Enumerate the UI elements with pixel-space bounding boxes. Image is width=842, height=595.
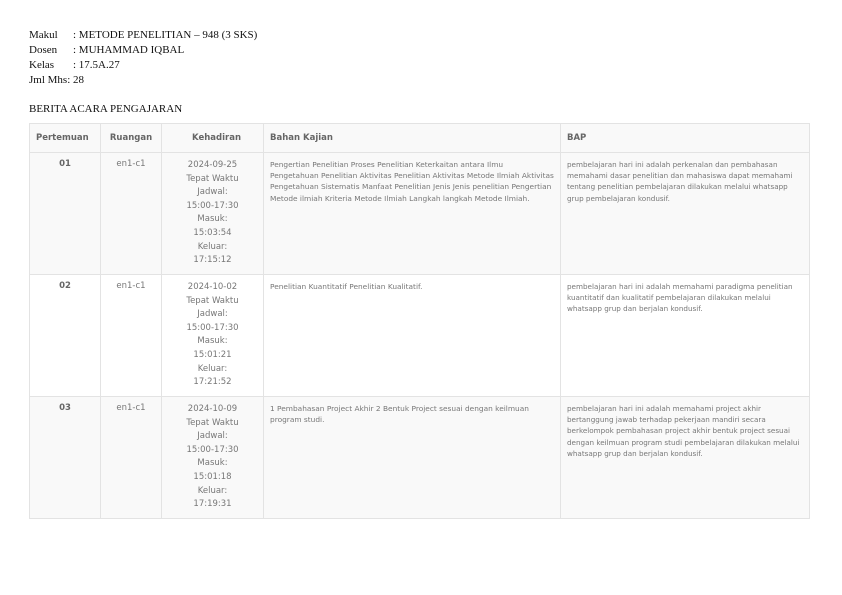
header-ruangan: Ruangan xyxy=(101,124,162,153)
keluar-label: Keluar: xyxy=(197,363,228,374)
course-info xyxy=(29,28,257,88)
ruangan-cell: en1-c1 xyxy=(101,397,162,519)
bahan-kajian-cell: 1 Pembahasan Project Akhir 2 Bentuk Project sesuai dengan keilmuan program studi. xyxy=(264,397,561,519)
dosen-label: Dosen xyxy=(29,44,58,56)
dosen-row xyxy=(29,43,257,58)
ruangan-cell: en1-c1 xyxy=(101,275,162,397)
attendance-date: 2024-09-25 xyxy=(187,160,238,170)
kelas-value: : 17.5A.27 xyxy=(73,59,120,71)
attendance-date: 2024-10-02 xyxy=(187,282,238,292)
makul-value: : METODE PENELITIAN – 948 (3 SKS) xyxy=(73,29,258,41)
jadwal-value: 15:00-17:30 xyxy=(186,322,239,333)
masuk-value: 15:03:54 xyxy=(193,227,232,238)
keluar-value: 17:19:31 xyxy=(193,499,232,510)
masuk-value: 15:01:21 xyxy=(193,349,232,360)
table-row xyxy=(30,275,810,397)
keluar-value: 17:21:52 xyxy=(193,377,232,388)
masuk-value: 15:01:18 xyxy=(193,471,232,482)
jadwal-value: 15:00-17:30 xyxy=(186,200,239,211)
jml-mhs-label: Jml Mhs xyxy=(29,74,68,86)
pertemuan-cell: 02 xyxy=(30,275,101,397)
kelas-label: Kelas xyxy=(29,59,55,71)
page-title: BERITA ACARA PENGAJARAN xyxy=(29,103,183,115)
header-kehadiran: Kehadiran xyxy=(162,124,264,153)
kelas-row xyxy=(29,58,257,73)
header-bap: BAP xyxy=(561,124,810,153)
masuk-label: Masuk: xyxy=(197,214,228,225)
pertemuan-cell: 03 xyxy=(30,397,101,519)
ruangan-cell: en1-c1 xyxy=(101,153,162,275)
bahan-kajian-cell: Penelitian Kuantitatif Penelitian Kualitatif. xyxy=(264,275,561,397)
attendance-status: Tepat Waktu xyxy=(186,417,239,428)
makul-label: Makul xyxy=(29,29,58,41)
attendance-date: 2024-10-09 xyxy=(187,404,238,414)
keluar-label: Keluar: xyxy=(197,485,228,496)
table-row xyxy=(30,153,810,275)
header-bahan-kajian: Bahan Kajian xyxy=(264,124,561,153)
masuk-label: Masuk: xyxy=(197,336,228,347)
pertemuan-cell: 01 xyxy=(30,153,101,275)
jadwal-label: Jadwal: xyxy=(197,431,228,442)
attendance-status: Tepat Waktu xyxy=(186,295,239,306)
jadwal-label: Jadwal: xyxy=(197,187,228,198)
keluar-value: 17:15:12 xyxy=(193,255,232,266)
jml-mhs-row xyxy=(29,73,257,88)
makul-row xyxy=(29,28,257,43)
bap-cell: pembelajaran hari ini adalah memahami paradigma penelitian kuantitatif dan kualitatif pembelajaran dilakukan melalui whatsapp grup dan berjalan kondusif. xyxy=(561,275,810,397)
masuk-label: Masuk: xyxy=(197,458,228,469)
kehadiran-cell xyxy=(162,153,264,275)
table-header-row xyxy=(30,124,810,153)
jadwal-label: Jadwal: xyxy=(197,309,228,320)
jadwal-value: 15:00-17:30 xyxy=(186,444,239,455)
bap-cell: pembelajaran hari ini adalah perkenalan dan pembahasan memahami dasar penelitian dan mahasiswa dapat memahami tentang penelitian pembelajaran dilakukan melalui whatsapp grup pembelajaran kondusif. xyxy=(561,153,810,275)
keluar-label: Keluar: xyxy=(197,241,228,252)
dosen-value: : MUHAMMAD IQBAL xyxy=(73,44,185,56)
attendance-status: Tepat Waktu xyxy=(186,173,239,184)
kehadiran-cell xyxy=(162,275,264,397)
header-pertemuan: Pertemuan xyxy=(30,124,101,153)
bap-table xyxy=(29,123,810,519)
bahan-kajian-cell: Pengertian Penelitian Proses Penelitian Keterkaitan antara Ilmu Pengetahuan Penelitian Aktivitas Penelitian Aktivitas Metode Ilmiah Aktivitas Pengetahuan Sistematis Manfaat Penelitian Jenis Jenis penelitian Pengertian Metode ilmiah Kriteria Metode Ilmiah Langkah langkah Metode Ilmiah. xyxy=(264,153,561,275)
kehadiran-cell xyxy=(162,397,264,519)
bap-cell: pembelajaran hari ini adalah memahami project akhir bertanggung jawab terhadap pekerjaan mandiri secara berkelompok pembahasan project akhir bentuk project sesuai dengan keilmuan program studi pembelajaran dilakukan melalui whatsapp grup dan berjalan kondusif. xyxy=(561,397,810,519)
table-row xyxy=(30,397,810,519)
jml-mhs-value: : 28 xyxy=(67,74,85,86)
